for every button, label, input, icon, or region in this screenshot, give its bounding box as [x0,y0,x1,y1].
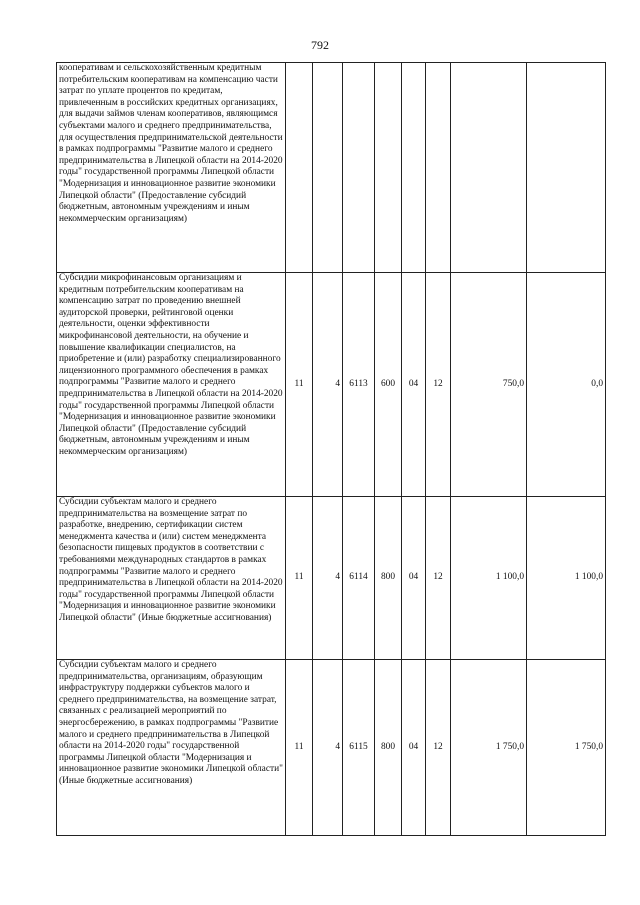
cell-amount-1: 1 100,0 [451,497,527,660]
cell-program: 11 [286,497,313,660]
cell-expense-type: 600 [375,273,402,497]
table-row [57,660,606,836]
cell-amount-1 [451,63,527,273]
cell-subprogram: 4 [313,273,343,497]
cell-expense-type [375,63,402,273]
cell-target-article: 6115 [343,660,375,836]
budget-table [56,62,606,836]
row-description: Субсидии субъектам малого и среднего предпринимательства на возмещение затрат по разработке, внедрению, сертификации систем менеджмента качества и (или) систем менеджмента безопасности пищевых продуктов в соответствии с требованиями международных стандартов в рамках подпрограммы "Развитие малого и среднего предпринимательства в Липецкой области на 2014-2020 годы" государственной программы Липецкой области "Модернизация и инновационное развитие экономики Липецкой области" (Иные бюджетные ассигнования) [57,497,286,660]
cell-subprogram: 4 [313,660,343,836]
cell-program: 11 [286,273,313,497]
cell-subprogram [313,63,343,273]
cell-amount-1: 1 750,0 [451,660,527,836]
cell-section [402,63,426,273]
page-number: 792 [311,38,329,52]
cell-amount-2 [527,63,606,273]
table-row [57,273,606,497]
row-description: Субсидии субъектам малого и среднего предпринимательства, организациям, образующим инфраструктуру поддержки субъектов малого и среднего предпринимательства, на возмещение затрат, связанных с реализацией мероприятий по энергосбережению, в рамках подпрограммы "Развитие малого и среднего предпринимательства в Липецкой области на 2014-2020 годы" государственной программы Липецкой области "Модернизация и инновационное развитие экономики Липецкой области" (Иные бюджетные ассигнования) [57,660,286,836]
cell-subsection [426,63,451,273]
cell-subprogram: 4 [313,497,343,660]
row-description: кооперативам и сельскохозяйственным кредитным потребительским кооперативам на компенсацию части затрат по уплате процентов по кредитам, привлеченным в российских кредитных организациях, для выдачи займов членам кооперативов, являющимся субъектами малого и среднего предпринимательства, для осуществления предпринимательской деятельности в рамках подпрограммы "Развитие малого и среднего предпринимательства в Липецкой области на 2014-2020 годы" государственной программы Липецкой области "Модернизация и инновационное развитие экономики Липецкой области" (Предоставление субсидий бюджетным, автономным учреждениям и иным некоммерческим организациям) [57,63,286,273]
cell-section: 04 [402,273,426,497]
cell-amount-2: 1 750,0 [527,660,606,836]
cell-subsection: 12 [426,497,451,660]
cell-program [286,63,313,273]
table-row [57,63,606,273]
cell-expense-type: 800 [375,497,402,660]
cell-section: 04 [402,660,426,836]
table-row [57,497,606,660]
row-description: Субсидии микрофинансовым организациям и кредитным потребительским кооперативам на компенсацию затрат по проведению внешней аудиторской проверки, рейтинговой оценки деятельности, оценки эффективности микрофинансовой деятельности, на обучение и повышение квалификации специалистов, на приобретение и (или) разработку специализированного лицензионного программного обеспечения в рамках подпрограммы "Развитие малого и среднего предпринимательства в Липецкой области на 2014-2020 годы" государственной программы Липецкой области "Модернизация и инновационное развитие экономики Липецкой области" (Предоставление субсидий бюджетным, автономным учреждениям и иным некоммерческим организациям) [57,273,286,497]
cell-expense-type: 800 [375,660,402,836]
cell-amount-2: 0,0 [527,273,606,497]
cell-amount-2: 1 100,0 [527,497,606,660]
cell-subsection: 12 [426,660,451,836]
cell-target-article: 6114 [343,497,375,660]
cell-subsection: 12 [426,273,451,497]
cell-amount-1: 750,0 [451,273,527,497]
cell-target-article: 6113 [343,273,375,497]
cell-program: 11 [286,660,313,836]
cell-section: 04 [402,497,426,660]
cell-target-article [343,63,375,273]
